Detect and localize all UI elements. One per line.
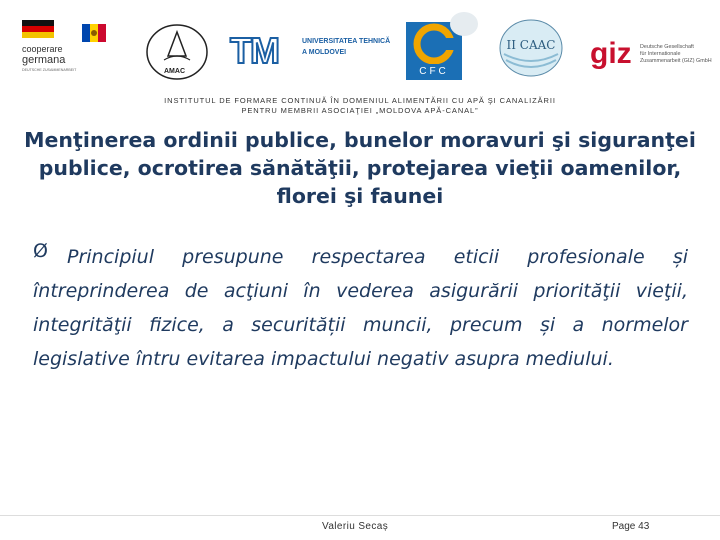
institute-caption — [0, 96, 720, 116]
globe-icon — [440, 8, 480, 38]
institute-line1: INSTITUTUL DE FORMARE CONTINUĂ ÎN DOMENIUL ALIMENTĂRII CU APĂ ŞI CANALIZĂRII — [164, 96, 556, 105]
cfc-label: CFC — [419, 66, 449, 77]
utm-logo — [222, 30, 394, 74]
giz-line2: für Internationale — [640, 51, 681, 57]
bullet-item — [33, 240, 688, 376]
utm-line1: UNIVERSITATEA TEHNICĂ — [302, 38, 391, 45]
german-cooperation-logo — [20, 18, 112, 76]
logo-bar — [0, 0, 720, 92]
footer-author: Valeriu Secaș — [322, 521, 389, 532]
utm-mark: TM — [230, 30, 278, 71]
gic-line1: cooperare — [22, 44, 63, 54]
iicaac-label: II CAAC — [506, 38, 556, 52]
giz-logo — [590, 38, 710, 78]
institute-line2: PENTRU MEMBRII ASOCIAŢIEI „MOLDOVA APĂ-CANAL” — [241, 106, 479, 115]
giz-label: giz — [590, 37, 632, 70]
gic-line2: germana — [22, 54, 66, 66]
amac-logo — [142, 22, 212, 82]
slide-title: Menţinerea ordinii publice, bunelor moravuri şi siguranţei publice, ocrotirea sănătăţii, protejarea vieţii oamenilor, florei şi faunei — [24, 128, 696, 208]
amac-label: AMAC — [164, 68, 185, 75]
giz-line1: Deutsche Gesellschaft — [640, 44, 694, 50]
utm-line2: A MOLDOVEI — [302, 49, 347, 56]
arrow-bullet-icon: Ø — [33, 240, 48, 262]
footer-page-number: Page 43 — [612, 521, 650, 532]
gic-line3: DEUTSCHE ZUSAMMENARBEIT — [22, 68, 77, 72]
giz-line3: Zusammenarbeit (GIZ) GmbH — [640, 58, 712, 64]
footer-divider — [0, 515, 720, 516]
bullet-text: Principiul presupune respectarea eticii profesionale și întreprinderea de acţiuni în vederea asigurării priorităţii vieţii, integrităţii fizice, a securității muncii, precum și a normelor legislative întru evitarea impactului negativ asupra mediului. — [33, 246, 688, 370]
iicaac-logo — [498, 18, 564, 78]
